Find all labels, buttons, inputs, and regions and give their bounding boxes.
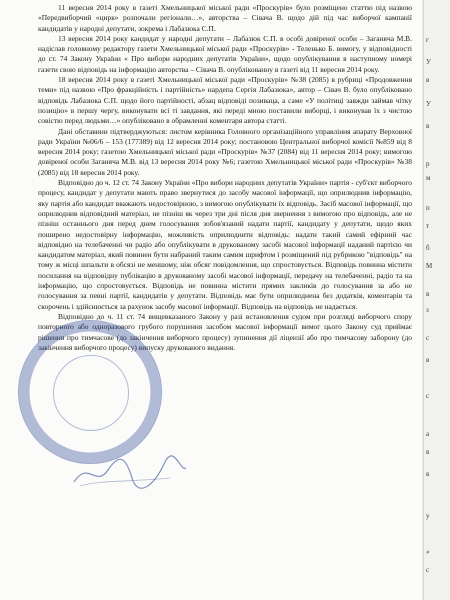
margin-fragment: г xyxy=(426,36,429,44)
margin-fragment: у xyxy=(426,512,430,520)
paragraph-5: Відповідно до ч. 12 ст. 74 Закону України «Про вибори народних депутатів України» партія - суб'єкт виборчого процесу, кандидат у депутати мають право звернутися до засобу масової інформації, що оприлюднив інформацію, яку партія або кандидат вважають недостовірною, з вимогою опублікувати їх відповідь. Засіб масової інформації, що оприлюднив відповідний матеріал, не пізніш як через три дні після дня звернення з вимогою про відповідь, але не пізніш останнього дня перед днем голосування зобов'язаний надати партії, кандидату у депутати, щодо яких поширено недостовірну інформацію, можливість оприлюднити відповідь: надати такий самий ефірний час відповідно на телебаченні чи радіо або опублікувати в друкованому засобі масової інформації наданий партією чи кандидатом матеріал, який повинен бути набраний таким самим шрифтом і розміщений під рубрикою "відповідь" на тому ж місці шпальти в обсязі не меншому, ніж обсяг повідомлення, що спростовується. Відповідь повинна містити посилання на відповідну публікацію в друкованому засобі масової інформації, передачу на телебаченні, радіо та на інформацію, що спростовується. Відповідь не повинна містити прямих закликів до голосування за або не голосування за певні партії, кандидатів у депутати. Відповідь має бути оприлюднена без додатків, коментарів та скорочень і здійснюється за рахунок засобу масової інформації. Відповідь на відповідь не надається. xyxy=(38,178,412,311)
margin-fragment: « xyxy=(426,548,430,556)
margin-fragment: с xyxy=(426,392,430,400)
adjacent-page-margin xyxy=(423,0,450,600)
paragraph-2: 13 вересня 2014 року кандидат у народні депутати – Лабазюк С.П. в особі довіреної особи – Заганяча М.В. надіслав головному редактору газети Хмельницької міської ради «Проскурів» - Теленько Б. вимогу, у відповідності до ст. 74 Закону України « Про вибори народних депутатів України», щодо опублікування в наступному номері газети свою відповідь на інформацію авторства – Сівача В. опублікованну в газеті від 11 вересня 2014 року. xyxy=(38,33,412,74)
margin-fragment: У xyxy=(426,58,431,66)
margin-fragment: а xyxy=(426,430,430,438)
paragraph-6: Відповідно до ч. 11 ст. 74 вищевказаного Закону у разі встановлення судом при розгляді виборчого спору повторного або одноразового грубого порушення засобом масової інформації вимог цього Закону суд приймає рішення про тимчасове (до закінчення виборчого процесу) зупинення дії ліцензії або про тимчасову заборону (до закінчення виборчого процесу) випуску друкованого видання. xyxy=(38,311,412,352)
margin-fragment: в xyxy=(426,356,430,364)
paragraph-1: 11 вересня 2014 року в газеті Хмельницької міської ради «Проскурів» було розміщено статтю під назвою «Передвиборчий «цирк» розпочали регіонали…», авторства – Сівача В. щодо дій під час виборчої кампанії кандидатів у народні депутати, зокрема і Лабазюка С.П. xyxy=(38,3,412,33)
margin-fragment: с xyxy=(426,566,430,574)
margin-fragment: в xyxy=(426,290,430,298)
margin-fragment: п xyxy=(426,204,430,212)
margin-fragment: М xyxy=(426,262,433,270)
margin-fragment: в xyxy=(426,448,430,456)
margin-fragment: з xyxy=(426,306,429,314)
margin-fragment: р xyxy=(426,160,430,168)
margin-fragment: в xyxy=(426,122,430,130)
margin-fragment: с xyxy=(426,334,430,342)
handwritten-signature xyxy=(70,452,190,492)
margin-fragment: м xyxy=(426,174,431,182)
seal-stamp-inner-ring xyxy=(53,355,129,431)
margin-fragment: в xyxy=(426,470,430,478)
margin-fragment: б xyxy=(426,244,430,252)
margin-fragment: в xyxy=(426,76,430,84)
paragraph-3: 18 вересня 2014 року в газеті Хмельницької міської ради «Проскурів» №38 (2085) в рубриці «Продовження теми» під назвою «Про фракційність і партійність» нардепа Сергія Лабазюка», автор – Сівач В. було опубліковано відповідь Лабазюка С.П. щодо його партійності, абзац відповіді позиваца, а саме «У політиці завжди займав чітку позицію» в першу чергу, виконувати всі ті завдання, які переді мною поставили виборці, і виконував їх з чистою совістю перед людьми…» опубліковано в обрамленні коментаря автора статті. xyxy=(38,75,412,126)
paragraph-4: Дані обставини підтверджуються: листом керівника Головного організаційного управління апарату Верховної ради України №06/6 – 153 (177389) від 12 вересня 2014 року; постановою Центральної виборчої комісії №859 від 8 вересня 2014 року; газетою Хмельницької міської ради «Проскурів» №37 (2084) від 11 вересня 2014 року; вимогою довіреної особи Заганяча М.В. від 13 вересня 2014 року №6; газетою Хмельницької міської ради «Проскурів» №38 (2085) від 18 вересня 2014 року. xyxy=(38,126,412,177)
margin-fragment: т xyxy=(426,222,430,230)
margin-fragment: У xyxy=(426,100,431,108)
